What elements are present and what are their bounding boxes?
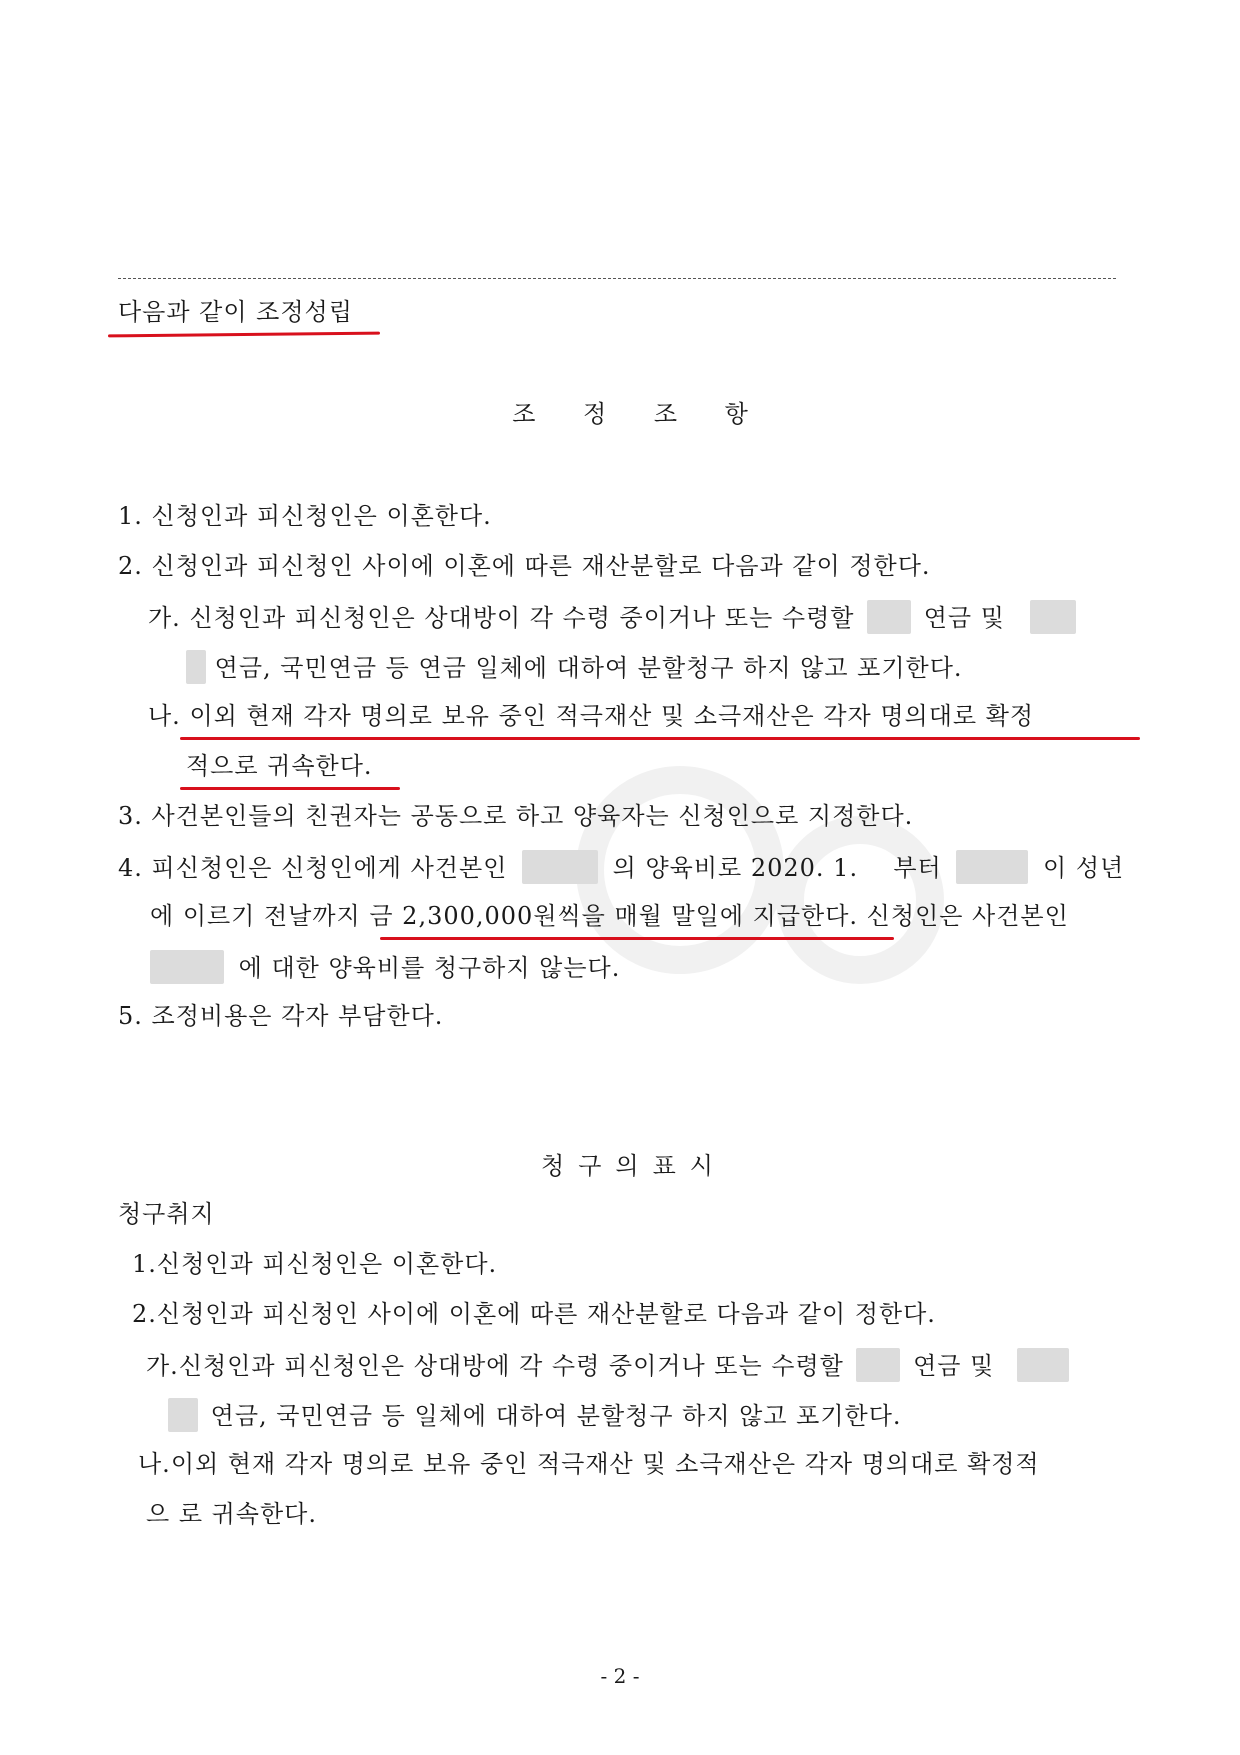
claim-item-2b-line2: 으 로 귀속한다. (146, 1500, 317, 1528)
header-title: 다음과 같이 조정성립 (118, 298, 353, 326)
claim-item-2a-line1 (146, 1348, 1069, 1382)
text-segment: 연금 및 (923, 604, 1005, 632)
text-segment: 연금, 국민연금 등 연금 일체에 대하여 분할청구 하지 않고 포기한다. (214, 654, 963, 682)
section-heading-mediation-terms: 조 정 조 항 (512, 400, 768, 428)
mediation-item-3: 3. 사건본인들의 친권자는 공동으로 하고 양육자는 신청인으로 지정한다. (118, 802, 914, 830)
dashed-separator (118, 278, 1116, 279)
page-number: - 2 - (600, 1664, 640, 1688)
text-segment: 의 양육비로 2020. 1. (612, 854, 859, 882)
claim-item-2: 2.신청인과 피신청인 사이에 이혼에 따른 재산분할로 다음과 같이 정한다. (132, 1300, 936, 1328)
mediation-item-2a-line2 (186, 650, 963, 684)
text-segment: 이 성년 (1043, 854, 1125, 882)
redacted-block (856, 1348, 900, 1382)
redacted-block (186, 650, 206, 684)
redacted-block (1030, 600, 1076, 634)
redacted-block (150, 950, 224, 984)
item-2b-underline-2 (180, 787, 400, 790)
text-segment: 4. 피신청인은 신청인에게 사건본인 (118, 854, 508, 882)
mediation-item-4-line2: 에 이르기 전날까지 금 2,300,000원씩을 매월 말일에 지급한다. 신청인은 사건본인 (150, 902, 1069, 930)
text-segment: 가. 신청인과 피신청인은 상대방이 각 수령 중이거나 또는 수령할 (148, 604, 855, 632)
text-segment: 부터 (893, 854, 942, 882)
mediation-item-2a-line1 (148, 600, 1076, 634)
mediation-item-2: 2. 신청인과 피신청인 사이에 이혼에 따른 재산분할로 다음과 같이 정한다. (118, 552, 931, 580)
claim-item-1: 1.신청인과 피신청인은 이혼한다. (132, 1250, 498, 1278)
redacted-block (522, 850, 598, 884)
mediation-item-4-line3 (150, 950, 620, 984)
text-segment: 에 대한 양육비를 청구하지 않는다. (238, 954, 621, 982)
mediation-item-5: 5. 조정비용은 각자 부담한다. (118, 1002, 444, 1030)
mediation-item-2b-line1: 나. 이외 현재 각자 명의로 보유 중인 적극재산 및 소극재산은 각자 명의대로 확정 (148, 702, 1035, 730)
claim-item-2a-line2 (168, 1398, 902, 1432)
text-segment: 가.신청인과 피신청인은 상대방에 각 수령 중이거나 또는 수령할 (146, 1352, 844, 1380)
redacted-block (168, 1398, 198, 1432)
redacted-block (867, 600, 911, 634)
mediation-item-1: 1. 신청인과 피신청인은 이혼한다. (118, 502, 492, 530)
section-heading-claim: 청구의표시 (541, 1152, 727, 1180)
item-2b-underline (180, 737, 1140, 740)
item-4-underline (380, 937, 894, 940)
claim-subheading: 청구취지 (118, 1200, 215, 1228)
redacted-block (956, 850, 1028, 884)
text-segment: 연금 및 (913, 1352, 995, 1380)
header-underline (108, 332, 380, 338)
text-segment: 연금, 국민연금 등 일체에 대하여 분할청구 하지 않고 포기한다. (210, 1402, 902, 1430)
redacted-block (1017, 1348, 1069, 1382)
mediation-item-4-line1 (118, 850, 1124, 884)
claim-item-2b-line1: 나.이외 현재 각자 명의로 보유 중인 적극재산 및 소극재산은 각자 명의대로 확정적 (138, 1450, 1040, 1478)
mediation-item-2b-line2: 적으로 귀속한다. (186, 752, 373, 780)
